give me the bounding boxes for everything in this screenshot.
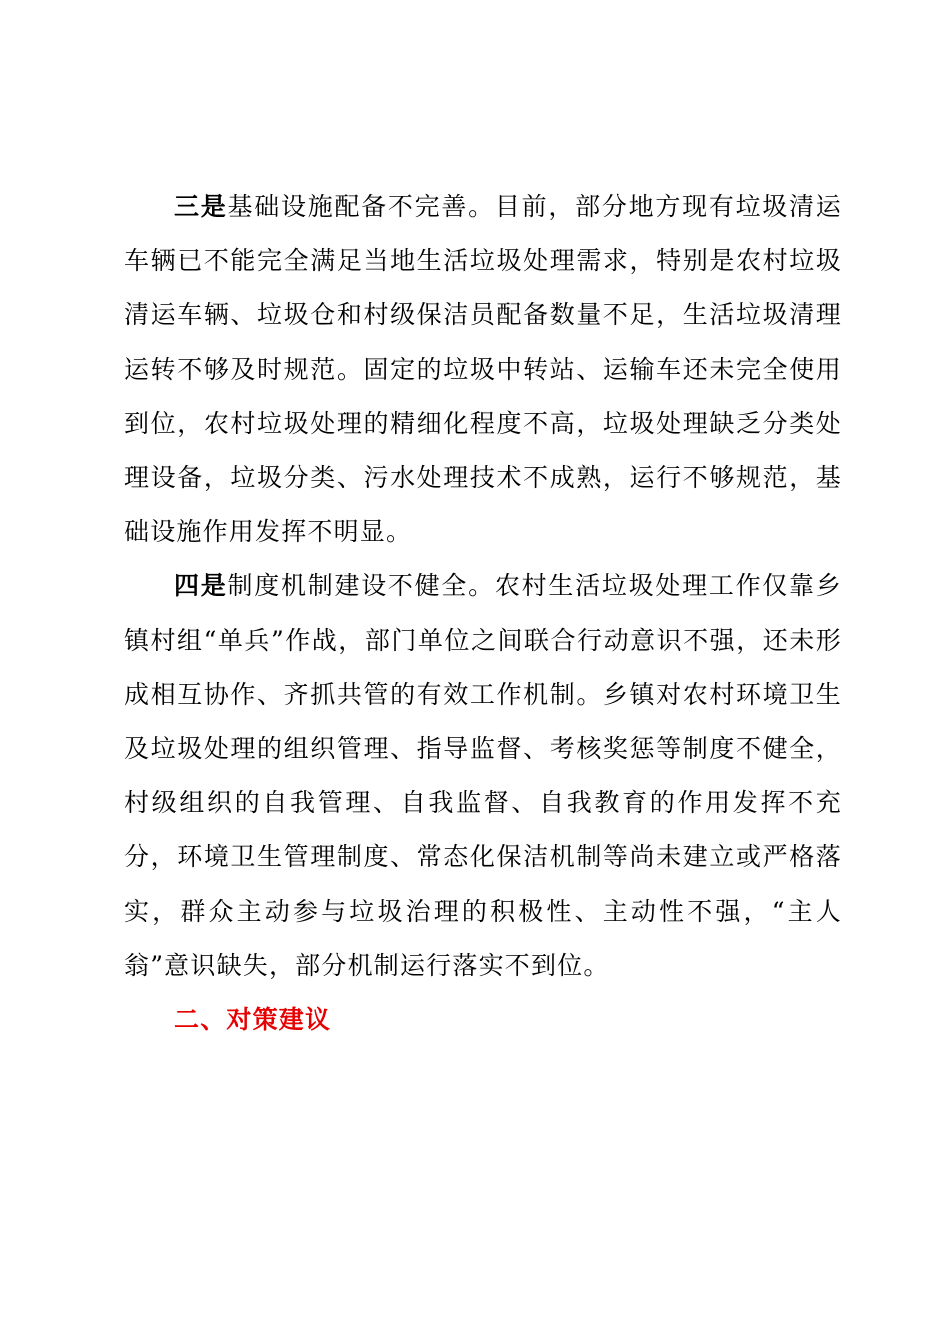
paragraph-text: 制度机制建设不健全。农村生活垃圾处理工作仅靠乡镇村组“单兵”作战，部门单位之间联合行动意识不强，还未形成相互协作、齐抓共管的有效工作机制。乡镇对农村环境卫生及垃圾处理的组织管理、指导监督、考核奖惩等制度不健全，村级组织的自我管理、自我监督、自我教育的作用发挥不充分，环境卫生管理制度、常态化保洁机制等尚未建立或严格落实，群众主动参与垃圾治理的积极性、主动性不强，“主人翁”意识缺失，部分机制运行落实不到位。 (124, 571, 842, 980)
paragraph-text: 基础设施配备不完善。目前，部分地方现有垃圾清运车辆已不能完全满足当地生活垃圾处理需求，特别是农村垃圾清运车辆、垃圾仓和村级保洁员配备数量不足，生活垃圾清理运转不够及时规范。固定的垃圾中转站、运输车还未完全使用到位，农村垃圾处理的精细化程度不高，垃圾处理缺乏分类处理设备，垃圾分类、污水处理技术不成熟，运行不够规范，基础设施作用发挥不明显。 (124, 192, 842, 547)
section-heading: 二、对策建议 (174, 1005, 332, 1035)
paragraph-lead: 四是 (174, 571, 228, 601)
paragraph-mechanism (124, 559, 842, 993)
document-body (124, 180, 842, 1047)
paragraph-infrastructure (124, 180, 842, 559)
paragraph-lead: 三是 (174, 192, 228, 221)
